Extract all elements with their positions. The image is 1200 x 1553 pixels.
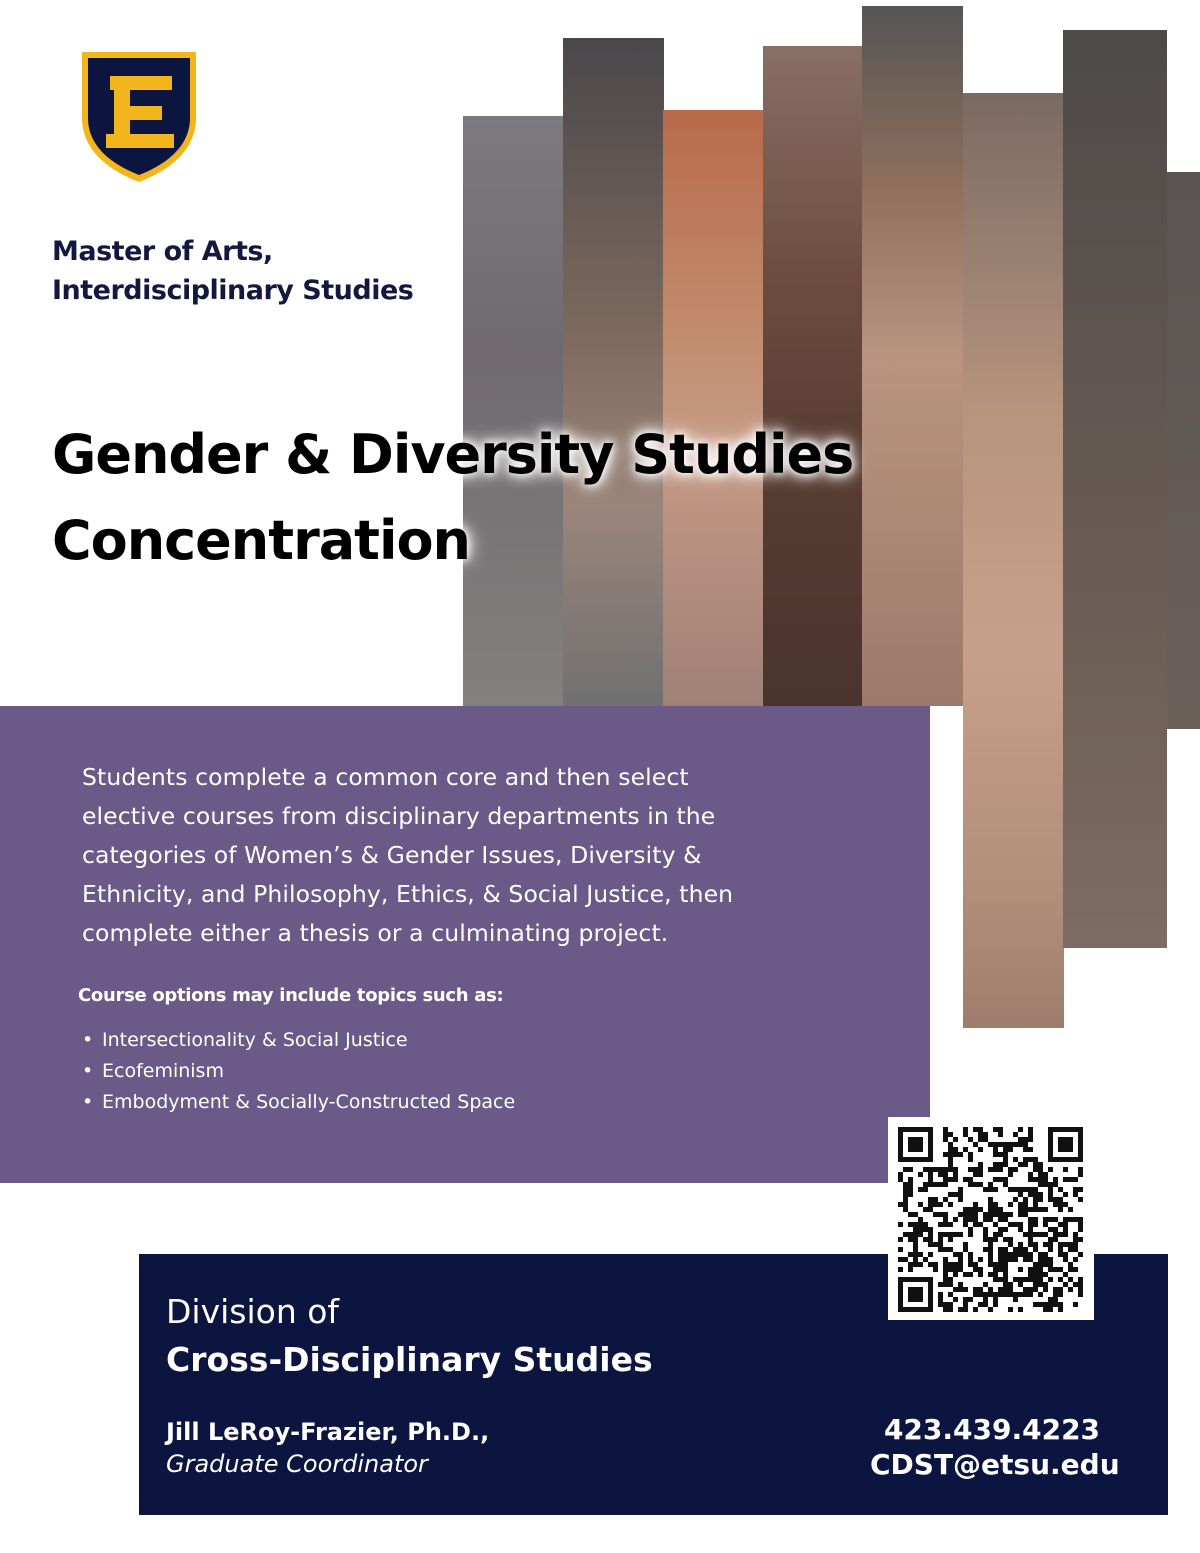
photo-strip [563, 38, 664, 706]
description-line: elective courses from disciplinary departments in the [82, 802, 716, 830]
contact-email[interactable]: CDST@etsu.edu [870, 1448, 1120, 1481]
course-options-heading: Course options may include topics such as: [78, 985, 504, 1006]
description-line: complete either a thesis or a culminating project. [82, 919, 669, 947]
photo-strip [1167, 172, 1200, 729]
division-prefix: Division of [166, 1292, 340, 1331]
contact-phone[interactable]: 423.439.4223 [883, 1413, 1101, 1446]
title-line-1: Gender & Diversity Studies [52, 423, 854, 486]
list-item [82, 1087, 515, 1118]
description-text [82, 758, 842, 953]
photo-strip [463, 116, 565, 706]
program-line-2: Interdisciplinary Studies [52, 275, 414, 306]
title-line-2: Concentration [52, 509, 470, 572]
photo-strip [1063, 30, 1167, 948]
photo-strip [763, 46, 864, 706]
course-options-list [82, 1025, 515, 1118]
course-option: Intersectionality & Social Justice [102, 1029, 408, 1051]
qr-code-icon[interactable] [888, 1117, 1094, 1320]
program-heading [52, 232, 413, 310]
contact-role: Graduate Coordinator [166, 1450, 428, 1478]
photo-strip [862, 6, 963, 706]
contact-name: Jill LeRoy-Frazier, Ph.D., [166, 1418, 490, 1446]
photo-strip [663, 110, 764, 706]
photo-strip [963, 93, 1064, 1028]
bullet-icon: • [82, 1060, 94, 1082]
description-line: Ethnicity, and Philosophy, Ethics, & Social Justice, then [82, 880, 734, 908]
list-item [82, 1025, 515, 1056]
description-line: categories of Women’s & Gender Issues, Diversity & [82, 841, 702, 869]
course-option: Ecofeminism [102, 1060, 224, 1082]
bullet-icon: • [82, 1091, 94, 1113]
etsu-shield-logo-icon [78, 48, 200, 184]
description-line: Students complete a common core and then select [82, 763, 689, 791]
list-item [82, 1056, 515, 1087]
program-line-1: Master of Arts, [52, 236, 273, 267]
bullet-icon: • [82, 1029, 94, 1051]
division-name: Cross-Disciplinary Studies [166, 1340, 653, 1379]
page-title [52, 412, 853, 584]
course-option: Embodyment & Socially-Constructed Space [102, 1091, 516, 1113]
